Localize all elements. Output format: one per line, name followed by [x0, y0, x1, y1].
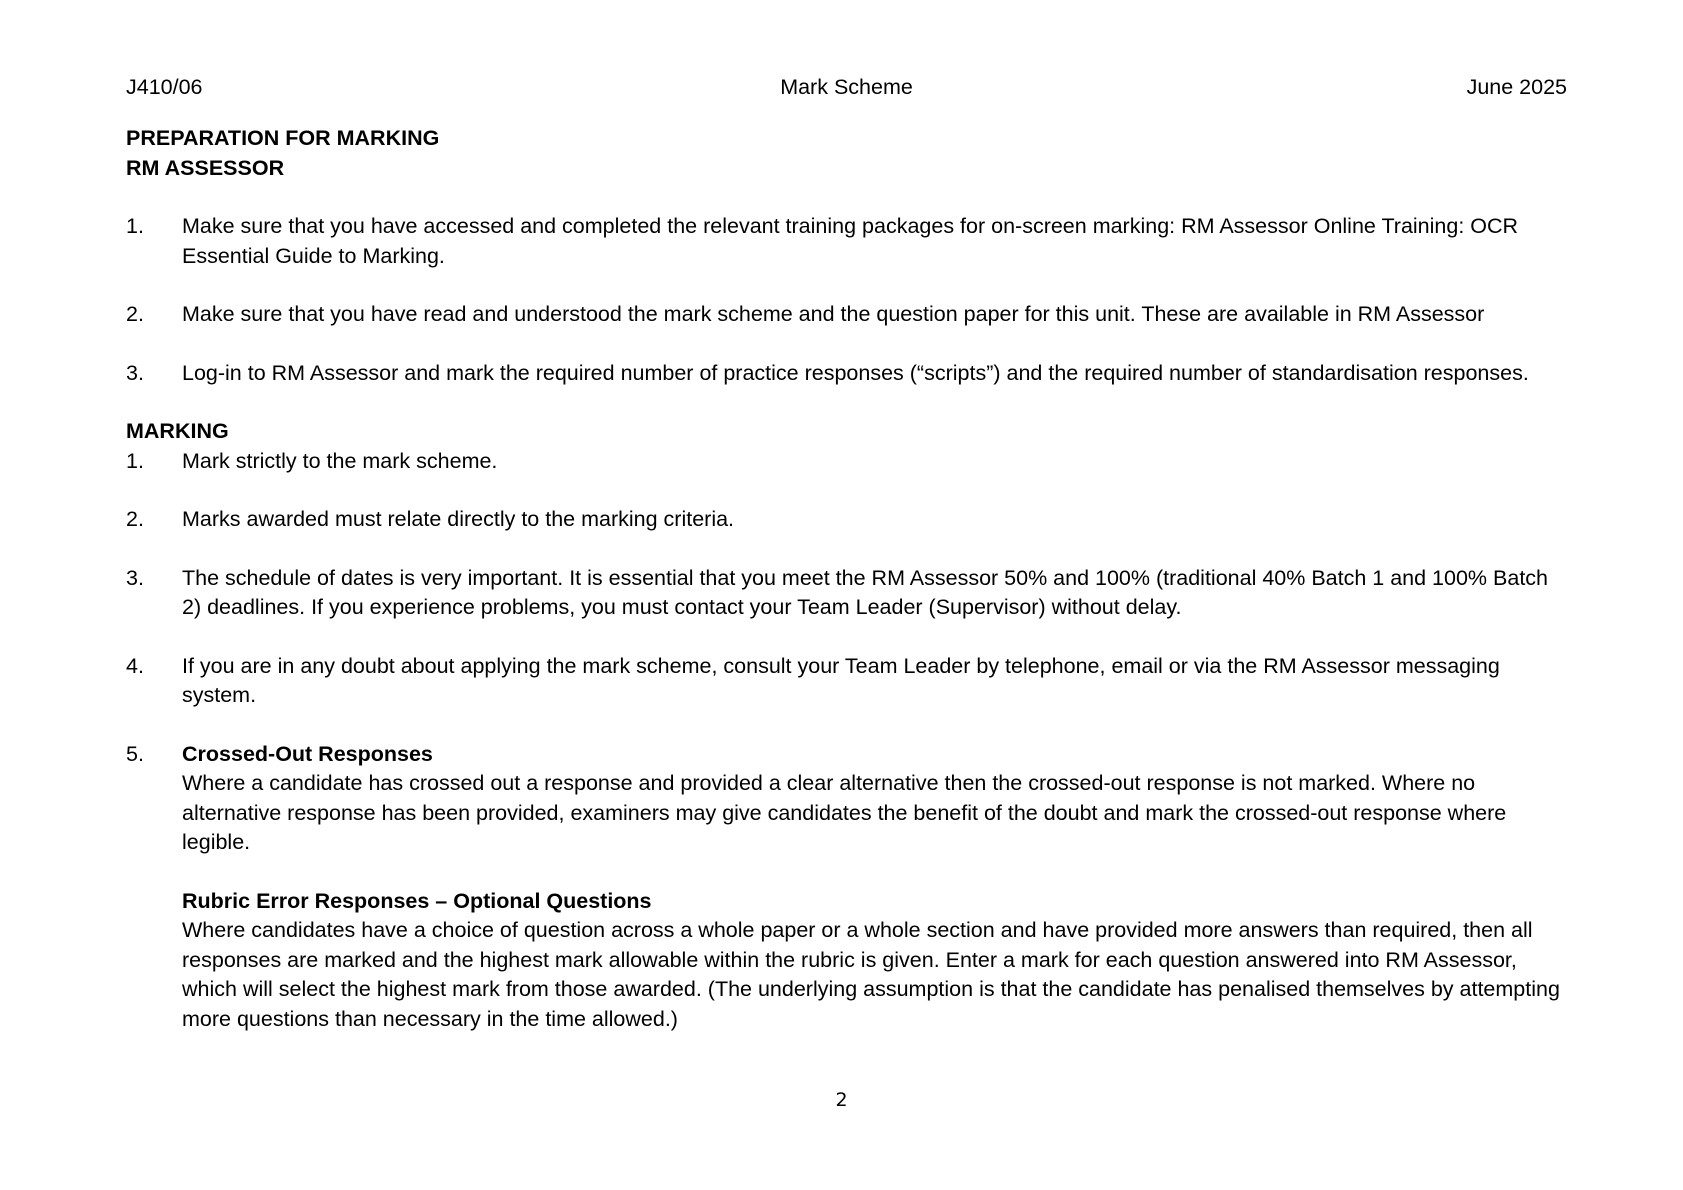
page-number: 2 — [835, 1089, 848, 1111]
list-item — [126, 564, 1567, 623]
item-text: Make sure that you have accessed and completed the relevant training packages for on-screen marking: RM Assessor Online Training: OCR Essential Guide to Marking. — [182, 214, 1519, 268]
crossed-out-title: Crossed-Out Responses — [182, 741, 433, 766]
exam-date: June 2025 — [1466, 75, 1567, 99]
item-number: 3. — [126, 565, 144, 590]
marking-list — [126, 447, 1567, 1035]
item-number: 5. — [126, 741, 144, 766]
item-text: Log-in to RM Assessor and mark the required number of practice responses (“scripts”) and the required number of standardisation responses. — [182, 360, 1529, 385]
rubric-error-title: Rubric Error Responses – Optional Questions — [182, 888, 652, 913]
paper-code: J410/06 — [126, 75, 203, 99]
item-text: Mark strictly to the mark scheme. — [182, 448, 498, 473]
list-item — [126, 652, 1567, 711]
rm-assessor-heading: RM ASSESSOR — [126, 155, 285, 180]
item-text: The schedule of dates is very important. It is essential that you meet the RM Assessor 50% and 100% (traditional 40% Batch 1 and 100% Batch 2) deadlines. If you experience problems, you must contact your Team Leader (Supervisor) without delay. — [182, 565, 1548, 619]
list-item — [126, 447, 1567, 477]
marking-section — [126, 417, 1567, 1034]
item-number: 4. — [126, 653, 144, 678]
page-header — [126, 73, 1567, 103]
item-number: 1. — [126, 448, 144, 473]
page-content — [126, 124, 1567, 1063]
marking-heading: MARKING — [126, 419, 229, 443]
list-item — [126, 740, 1567, 1035]
document-title: Mark Scheme — [780, 75, 913, 99]
list-item — [126, 300, 1567, 330]
item-text: If you are in any doubt about applying the mark scheme, consult your Team Leader by telephone, email or via the RM Assessor messaging system. — [182, 653, 1500, 707]
list-item — [126, 212, 1567, 271]
preparation-list — [126, 212, 1567, 388]
item-number: 2. — [126, 302, 144, 326]
item-number: 1. — [126, 214, 144, 238]
crossed-out-text: Where a candidate has crossed out a response and provided a clear alternative then the crossed-out response is not marked. Where no alternative response has been provided, examiners may give candidates the benefit of the doubt and mark the crossed-out response where legible. — [182, 771, 1507, 854]
list-item — [126, 359, 1567, 389]
item-text: Make sure that you have read and understood the mark scheme and the question paper for this unit. These are available in RM Assessor — [182, 302, 1485, 326]
item-number: 2. — [126, 507, 144, 531]
rubric-error-text: Where candidates have a choice of question across a whole paper or a whole section and have provided more answers than required, then all responses are marked and the highest mark allowable within the rubric is given. Enter a mark for each question answered into RM Assessor, which will select the highest mark from those awarded. (The underlying assumption is that the candidate has penalised themselves by attempting more questions than necessary in the time allowed.) — [182, 918, 1560, 1031]
item-number: 3. — [126, 360, 144, 385]
list-item — [126, 505, 1567, 535]
preparation-section — [126, 124, 1567, 388]
item-text: Marks awarded must relate directly to the marking criteria. — [182, 507, 735, 531]
preparation-heading: PREPARATION FOR MARKING — [126, 126, 440, 150]
rubric-error-block — [182, 887, 1567, 1035]
